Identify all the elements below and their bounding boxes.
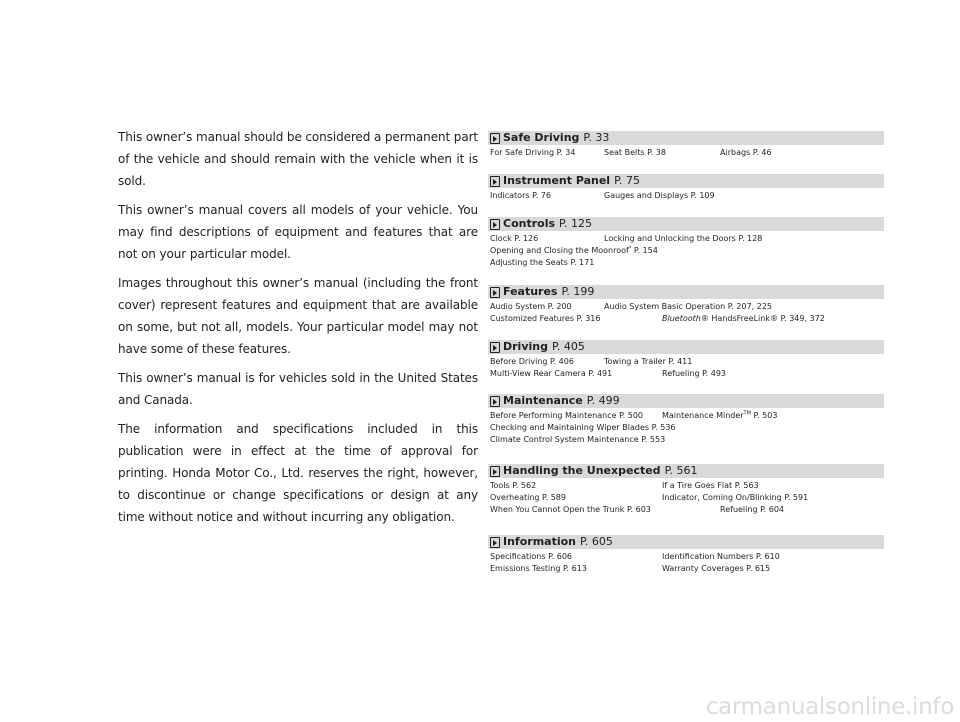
section-page: P. 75 xyxy=(614,174,640,187)
arrow-link-icon xyxy=(490,287,500,298)
toc-entry[interactable]: Warranty Coverages P. 615 xyxy=(662,564,771,573)
intro-text xyxy=(118,126,478,535)
toc-entry[interactable]: Gauges and Displays P. 109 xyxy=(604,191,715,200)
toc-entry[interactable]: Locking and Unlocking the Doors P. 128 xyxy=(604,234,763,243)
toc-entry[interactable]: Refueling P. 604 xyxy=(720,505,784,514)
toc-entry[interactable]: For Safe Driving P. 34 xyxy=(490,148,576,157)
toc-entry[interactable]: Specifications P. 606 xyxy=(490,552,573,561)
intro-paragraph: Images throughout this owner’s manual (including the front cover) represent features and equipment that are available on some, but not all, models. Your particular model may not have some of these features. xyxy=(118,276,478,356)
arrow-link-icon xyxy=(490,537,500,548)
section-title: Safe Driving xyxy=(503,131,580,144)
section-page: P. 561 xyxy=(664,464,698,477)
intro-paragraph: The information and specifications included in this publication were in effect at the time of approval for printing. Honda Motor Co., Ltd. reserves the right, however, to discontinue or change specifications or design at any time without notice and without incurring any obligation. xyxy=(118,422,478,524)
toc-entry[interactable]: Overheating P. 589 xyxy=(490,493,566,502)
toc-entry[interactable]: Seat Belts P. 38 xyxy=(604,148,666,157)
arrow-link-icon xyxy=(490,133,500,144)
toc-entry[interactable]: Audio System P. 200 xyxy=(490,302,572,311)
toc-entry[interactable]: Before Driving P. 406 xyxy=(490,357,574,366)
section-title: Maintenance xyxy=(503,394,583,407)
toc-section-handling-the-unexpected xyxy=(488,464,884,516)
toc-entry[interactable]: Clock P. 126 xyxy=(490,234,539,243)
toc-entry[interactable]: When You Cannot Open the Trunk P. 603 xyxy=(490,505,651,514)
toc-heading-driving[interactable] xyxy=(488,340,884,354)
toc-section-safe-driving xyxy=(488,131,884,159)
section-page: P. 199 xyxy=(561,285,595,298)
toc-entry[interactable]: Audio System Basic Operation P. 207, 225 xyxy=(604,302,773,311)
section-page: P. 33 xyxy=(583,131,610,144)
toc-entry[interactable]: Tools P. 562 xyxy=(490,481,537,490)
toc-entry[interactable]: Opening and Closing the Moonroof* P. 154 xyxy=(490,245,658,255)
intro-paragraph: This owner’s manual is for vehicles sold in the United States and Canada. xyxy=(118,371,478,407)
intro-paragraph: This owner’s manual covers all models of your vehicle. You may find descriptions of equipment and features that are not on your particular model. xyxy=(118,203,478,261)
toc-section-information xyxy=(488,535,884,575)
section-title: Features xyxy=(503,285,558,298)
section-title: Controls xyxy=(503,217,556,230)
toc-entry[interactable]: Bluetooth® HandsFreeLink® P. 349, 372 xyxy=(662,314,825,323)
toc-entry[interactable]: If a Tire Goes Flat P. 563 xyxy=(662,481,759,490)
toc-entry[interactable]: Emissions Testing P. 613 xyxy=(490,564,587,573)
toc-entry[interactable]: Customized Features P. 316 xyxy=(490,314,601,323)
section-title: Information xyxy=(503,535,576,548)
arrow-link-icon xyxy=(490,342,500,353)
arrow-link-icon xyxy=(490,176,500,187)
toc-entry[interactable]: Multi-View Rear Camera P. 491 xyxy=(490,369,613,378)
toc-heading-information[interactable] xyxy=(488,535,884,549)
section-title: Instrument Panel xyxy=(503,174,611,187)
arrow-link-icon xyxy=(490,466,500,477)
watermark: carmanualsonline.info xyxy=(705,694,954,720)
toc-entry[interactable]: Adjusting the Seats P. 171 xyxy=(490,258,595,267)
toc-entry[interactable]: Indicator, Coming On/Blinking P. 591 xyxy=(662,493,809,502)
section-title: Driving xyxy=(503,340,548,353)
toc-entry[interactable]: Indicators P. 76 xyxy=(490,191,551,200)
toc-section-features xyxy=(488,285,884,325)
intro-paragraph: This owner’s manual should be considered a permanent part of the vehicle and should remain with the vehicle when it is sold. xyxy=(118,130,479,188)
toc-heading-features[interactable] xyxy=(488,285,884,299)
toc-entry[interactable]: Towing a Trailer P. 411 xyxy=(604,357,693,366)
toc-heading-instrument-panel[interactable] xyxy=(488,174,884,188)
toc-section-controls xyxy=(488,217,884,269)
toc-section-driving xyxy=(488,340,884,380)
toc-entry[interactable]: Checking and Maintaining Wiper Blades P. 536 xyxy=(490,423,676,432)
toc-heading-controls[interactable] xyxy=(488,217,884,231)
toc-entry[interactable]: Airbags P. 46 xyxy=(720,148,772,157)
toc-entry[interactable]: Climate Control System Maintenance P. 553 xyxy=(490,435,666,444)
toc-heading-handling-the-unexpected[interactable] xyxy=(488,464,884,478)
section-title: Handling the Unexpected xyxy=(503,464,661,477)
section-page: P. 405 xyxy=(551,340,585,353)
arrow-link-icon xyxy=(490,219,500,230)
toc-entry[interactable]: Before Performing Maintenance P. 500 xyxy=(490,411,644,420)
toc-heading-safe-driving[interactable] xyxy=(488,131,884,145)
toc-entry[interactable]: Identification Numbers P. 610 xyxy=(662,552,780,561)
toc-section-maintenance xyxy=(488,394,884,446)
toc-entry[interactable]: Maintenance Minder™ P. 503 xyxy=(662,410,778,420)
toc-heading-maintenance[interactable] xyxy=(488,394,884,408)
toc-entry[interactable]: Refueling P. 493 xyxy=(662,369,726,378)
section-page: P. 605 xyxy=(580,535,613,548)
toc-section-instrument-panel xyxy=(488,174,884,202)
arrow-link-icon xyxy=(490,396,500,407)
section-page: P. 125 xyxy=(559,217,592,230)
section-page: P. 499 xyxy=(586,394,620,407)
